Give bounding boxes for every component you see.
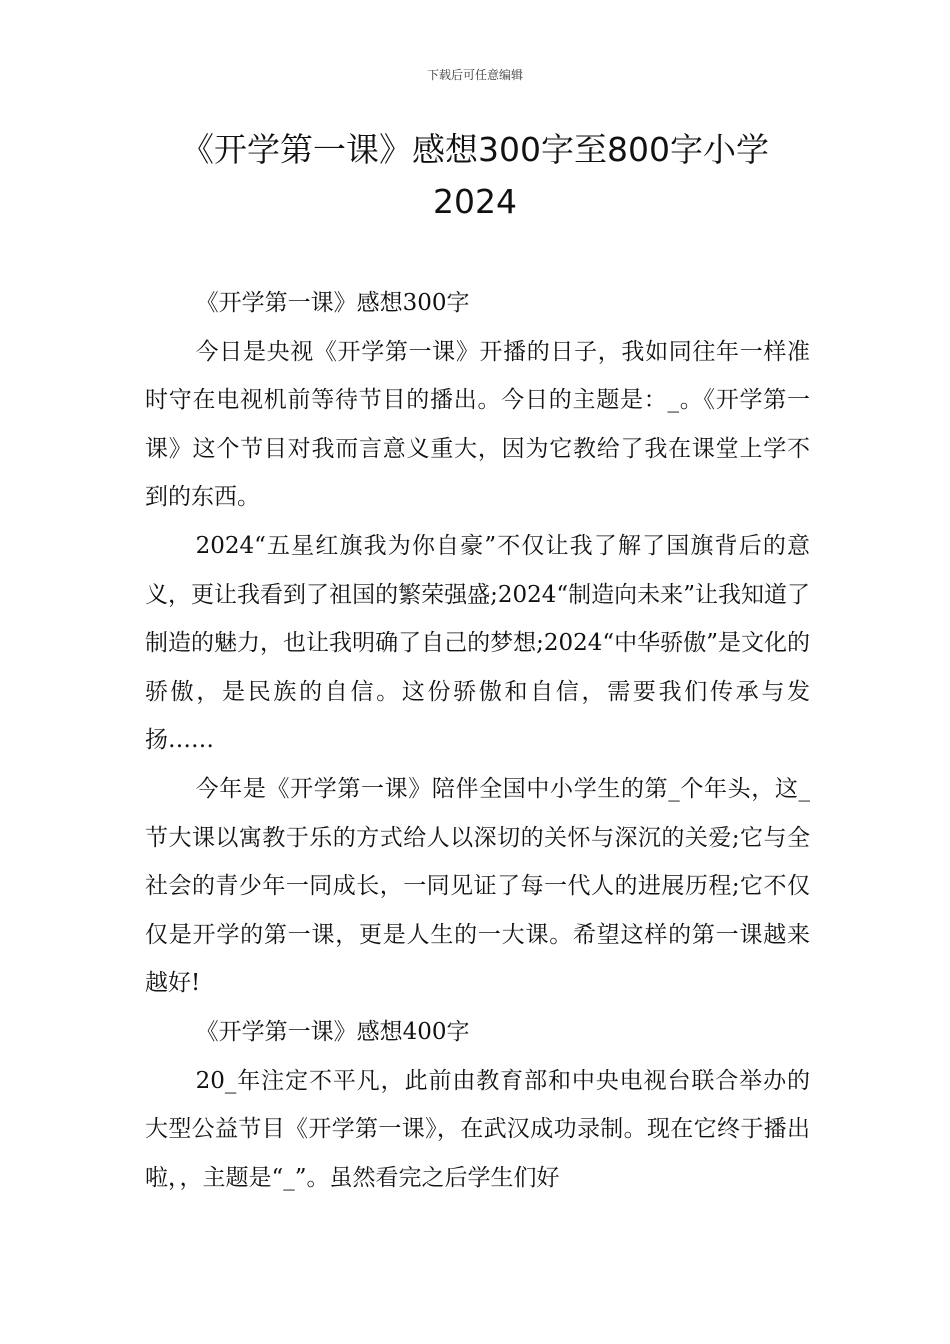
section-heading-400: 《开学第一课》感想400字 — [195, 1018, 470, 1045]
header-note: 下载后可任意编辑 — [426, 68, 523, 82]
paragraph: 2024“五星红旗我为你自豪”不仅让我了解了国旗背后的意义，更让我看到了祖国的繁荣强盛;2024“制造向未来”让我知道了制造的魅力，也让我明确了自己的梦想;2024“中华骄傲”是文化的骄傲，是民族的自信。这份骄傲和自信，需要我们传承与发扬…… — [145, 532, 810, 754]
document-title-line-2: 2024 — [433, 182, 517, 221]
paragraph: 今日是央视《开学第一课》开播的日子，我如同往年一样准时守在电视机前等待节目的播出。今日的主题是：_。《开学第一课》这个节目对我而言意义重大，因为它教给了我在课堂上学不到的东西。 — [145, 338, 810, 511]
section-heading-300: 《开学第一课》感想300字 — [195, 290, 470, 316]
document-title — [120, 124, 830, 228]
paragraph: 20_年注定不平凡，此前由教育部和中央电视台联合举办的大型公益节目《开学第一课》，在武汉成功录制。现在它终于播出啦，，主题是“_”。虽然看完之后学生们好 — [145, 1067, 810, 1191]
document-title-line-1: 《开学第一课》感想300字至800字小学 — [181, 130, 769, 169]
paragraph: 今年是《开学第一课》陪伴全国中小学生的第_个年头，这_节大课以寓教于乐的方式给人以深切的关怀与深沉的关爱;它与全社会的青少年一同成长，一同见证了每一代人的进展历程;它不仅仅是开学的第一课，更是人生的一大课。希望这样的第一课越来越好! — [145, 775, 810, 997]
document-body — [145, 279, 810, 1202]
